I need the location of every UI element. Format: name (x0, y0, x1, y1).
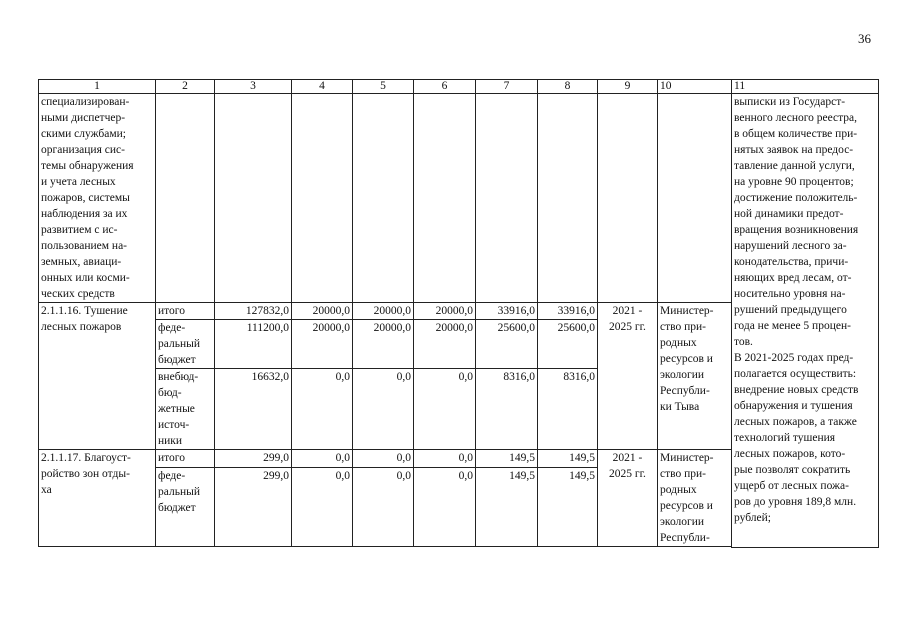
executor-cell: Министер- ство при- родных ресурсов и экологии Республи- (658, 450, 732, 547)
value-cell: 149,5 (538, 450, 598, 468)
value-cell: 8316,0 (476, 369, 538, 450)
measure-name-cell (39, 94, 156, 303)
header-cell: 9 (598, 80, 658, 94)
value-cell: 0,0 (292, 450, 353, 468)
value-cell: 127832,0 (215, 303, 292, 320)
header-cell: 3 (215, 80, 292, 94)
value-cell: 8316,0 (538, 369, 598, 450)
period-cell: 2021 - 2025 гг. (598, 303, 658, 450)
executor-cell: Министер- ство при- родных ресурсов и экологии Республи- ки Тыва (658, 303, 732, 450)
header-cell: 7 (476, 80, 538, 94)
header-cell: 11 (732, 80, 879, 94)
header-cell: 4 (292, 80, 353, 94)
measure-description: специализирован- ными диспетчер- скими службами; организация сис- темы обнаружения и учета лесных пожаров, системы наблюдения за их развитием с ис- пользованием на- земных, авиаци- онных или косми- ческих средств (41, 96, 134, 300)
indicators-cell (732, 94, 879, 548)
funding-source-cell: внебюд- бюд- жетные источ- ники (156, 369, 215, 450)
value-cell: 0,0 (414, 369, 476, 450)
value-cell: 0,0 (353, 450, 414, 468)
value-cell: 16632,0 (215, 369, 292, 450)
measure-name-cell: 2.1.1.17. Благоуст- ройство зон отды- ха (39, 450, 156, 547)
value-cell: 299,0 (215, 450, 292, 468)
value-cell: 33916,0 (476, 303, 538, 320)
value-cell: 0,0 (353, 369, 414, 450)
header-cell: 10 (658, 80, 732, 94)
header-cell: 8 (538, 80, 598, 94)
value-cell: 0,0 (414, 450, 476, 468)
value-cell: 149,5 (476, 450, 538, 468)
header-cell: 6 (414, 80, 476, 94)
value-cell: 20000,0 (353, 320, 414, 369)
table-row (39, 94, 879, 303)
funding-source-cell: феде- ральный бюджет (156, 467, 215, 546)
indicators-text: выписки из Государст- венного лесного реестра, в общем количестве при- нятых заявок на предос- тавление данной услуги, на уровне 90 процентов; достижение положитель- ной динамики предот- вращения возникновения нарушений лесного за- конодательства, причи- няющих вред лесам, от- носительно уровня на- рушений предыдущего года не менее 5 процен- тов. В 2021-2025 годах пред- полагается осуществить: внедрение новых средств обнаружения и тушения лесных пожаров, а также технологий тушения лесных пожаров, кото- рые позволят сократить ущерб от лесных пожа- ров до уровня 189,8 млн. рублей; (734, 96, 859, 524)
value-cell: 20000,0 (414, 320, 476, 369)
header-cell: 2 (156, 80, 215, 94)
program-table (38, 79, 879, 548)
header-cell: 5 (353, 80, 414, 94)
value-cell: 299,0 (215, 467, 292, 546)
value-cell: 0,0 (353, 467, 414, 546)
value-cell: 25600,0 (538, 320, 598, 369)
value-cell: 20000,0 (414, 303, 476, 320)
funding-source-cell: итого (156, 303, 215, 320)
value-cell: 25600,0 (476, 320, 538, 369)
value-cell: 111200,0 (215, 320, 292, 369)
value-cell: 0,0 (292, 467, 353, 546)
value-cell: 20000,0 (292, 320, 353, 369)
value-cell: 20000,0 (353, 303, 414, 320)
header-row (39, 80, 879, 94)
measure-name-cell: 2.1.1.16. Тушение лесных пожаров (39, 303, 156, 450)
value-cell: 0,0 (414, 467, 476, 546)
funding-source-cell: феде- ральный бюджет (156, 320, 215, 369)
value-cell: 33916,0 (538, 303, 598, 320)
value-cell: 149,5 (538, 467, 598, 546)
value-cell: 149,5 (476, 467, 538, 546)
funding-source-cell: итого (156, 450, 215, 468)
value-cell: 0,0 (292, 369, 353, 450)
header-cell: 1 (39, 80, 156, 94)
period-cell: 2021 - 2025 гг. (598, 450, 658, 547)
page-number: 36 (858, 31, 871, 46)
value-cell: 20000,0 (292, 303, 353, 320)
